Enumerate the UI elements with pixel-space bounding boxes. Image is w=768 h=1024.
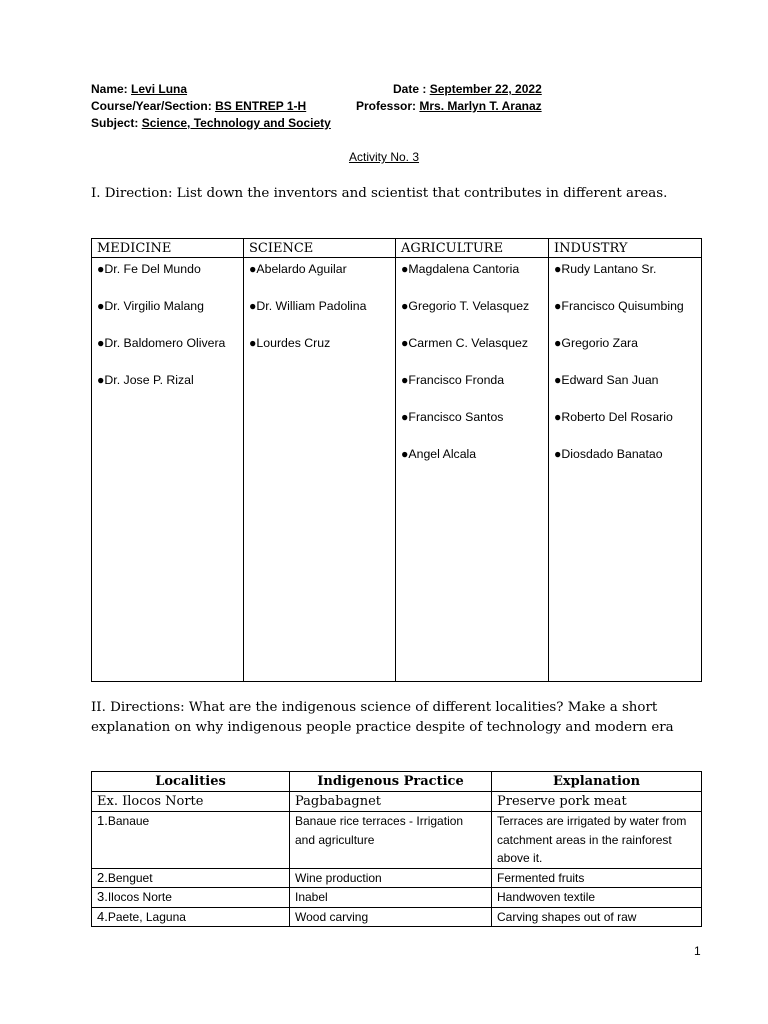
example-practice: Pagbabagnet [290,792,492,812]
list-item: ●Dr. Virgilio Malang [97,299,204,313]
locality-text: Ilocos Norte [107,890,172,904]
table-row [92,868,702,888]
industry-cell [549,258,702,682]
date-line [393,81,542,97]
list-item: ●Abelardo Aguilar [249,262,347,276]
locality-text: Benguet [107,870,153,885]
locality-text: Banaue [107,814,150,828]
list-item: ●Dr. Fe Del Mundo [97,262,201,276]
list-item: ●Dr. Jose P. Rizal [97,373,194,387]
list-item: ●Gregorio Zara [554,336,638,350]
row-number: 2. [97,869,108,885]
col-explanation: Explanation [492,772,702,792]
list-item: ●Roberto Del Rosario [554,410,673,424]
list-item: ●Francisco Quisumbing [554,299,684,313]
col-localities: Localities [92,772,290,792]
professor-line [356,98,542,114]
page-number: 1 [694,944,701,958]
example-explanation: Preserve pork meat [492,792,702,812]
explanation-cell: Handwoven textile [492,888,702,908]
course-value: BS ENTREP 1-H [215,99,307,113]
locality-cell [92,888,290,908]
practice-cell: Wood carving [290,907,492,927]
name-value: Levi Luna [131,82,188,96]
professor-value: Mrs. Marlyn T. Aranaz [419,99,542,113]
date-label: Date : [393,82,427,96]
subject-line [91,115,331,131]
list-item: ●Rudy Lantano Sr. [554,262,657,276]
practice-cell: Wine production [290,868,492,888]
list-item: ●Francisco Fronda [401,373,505,387]
row-number: 1. [97,813,108,828]
list-item: ●Dr. William Padolina [249,299,367,313]
col-indigenous-practice: Indigenous Practice [290,772,492,792]
localities-table [91,771,702,927]
course-label: Course/Year/Section: [91,99,212,113]
list-item: ●Gregorio T. Velasquez [401,299,530,313]
col-medicine: MEDICINE [92,239,244,258]
list-item: ●Magdalena Cantoria [401,262,520,276]
table-row [92,888,702,908]
row-number: 3. [97,889,108,904]
science-cell [244,258,396,682]
name-line [91,81,187,97]
section1-direction: I. Direction: List down the inventors and scientist that contributes in different areas. [91,186,668,201]
list-item: ●Dr. Baldomero Olivera [97,336,226,350]
locality-text: Paete, Laguna [107,909,186,924]
col-industry: INDUSTRY [549,239,702,258]
table-row [92,907,702,927]
professor-label: Professor: [356,99,417,113]
activity-title: Activity No. 3 [348,150,420,164]
practice-cell: Inabel [290,888,492,908]
explanation-cell: Fermented fruits [492,868,702,888]
subject-value: Science, Technology and Society [141,116,331,130]
agriculture-cell [396,258,549,682]
list-item: ●Edward San Juan [554,373,659,387]
list-item: ●Carmen C. Velasquez [401,336,529,350]
list-item: ●Diosdado Banatao [554,447,663,461]
inventors-table [91,238,702,682]
list-item: ●Angel Alcala [401,447,477,461]
table-row [92,812,702,869]
locality-cell [92,907,290,927]
locality-cell [92,812,290,869]
name-label: Name: [91,82,128,96]
section2-direction: II. Directions: What are the indigenous science of different localities? Make a short explanation on why indigenous people practice despite of technology and modern era [91,700,674,735]
practice-cell: Banaue rice terraces - Irrigation and agriculture [290,812,492,869]
table-row [92,792,702,812]
medicine-cell [92,258,244,682]
course-line [91,98,306,114]
col-science: SCIENCE [244,239,396,258]
list-item: ●Francisco Santos [401,410,504,424]
col-agriculture: AGRICULTURE [396,239,549,258]
explanation-cell: Carving shapes out of raw [492,907,702,927]
example-locality: Ex. Ilocos Norte [92,792,290,812]
subject-label: Subject: [91,116,139,130]
date-value: September 22, 2022 [429,82,542,96]
list-item: ●Lourdes Cruz [249,336,331,350]
row-number: 4. [97,908,108,924]
locality-cell [92,868,290,888]
explanation-cell: Terraces are irrigated by water from catchment areas in the rainforest above it. [492,812,702,869]
